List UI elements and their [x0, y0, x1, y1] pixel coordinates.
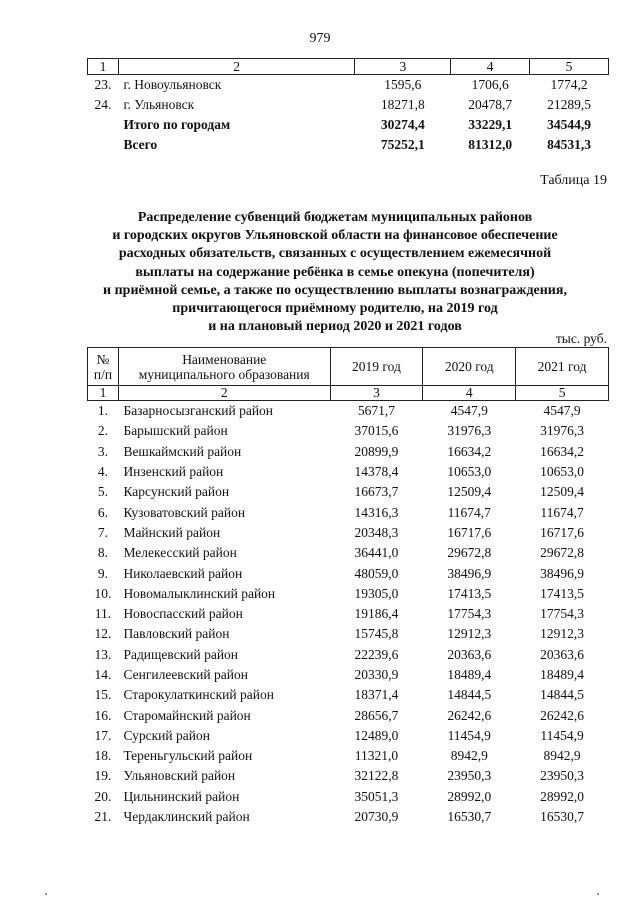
value-2020: 38496,9 [447, 565, 492, 581]
header-num-cell [88, 348, 119, 386]
table-row [88, 705, 609, 725]
table-label: Таблица 19 [540, 173, 607, 188]
row-name: Базарносызганский район [123, 403, 274, 419]
row-name: Павловский район [123, 626, 230, 642]
value-2019: 30274,4 [380, 117, 425, 132]
row-number: 5. [97, 484, 109, 500]
value-2019: 20330,9 [354, 667, 399, 682]
header-name-cell [118, 348, 330, 386]
row-name: Ульяновский район [123, 768, 236, 784]
table-row [88, 95, 609, 115]
value-2019: 48059,0 [354, 565, 399, 581]
value-2021: 4547,9 [543, 403, 581, 419]
value-2019: 20899,9 [354, 443, 399, 459]
header-num-line1: № [96, 351, 110, 367]
row-name: Новоспасский район [123, 606, 243, 622]
table-row [88, 726, 609, 746]
row-number: 8. [97, 545, 109, 561]
value-2021: 17413,5 [540, 585, 585, 601]
row-name: Карсунский район [123, 484, 230, 500]
value-2021: 18489,4 [540, 667, 585, 682]
row-name: Тереньгульский район [123, 748, 253, 764]
table-row [88, 75, 609, 96]
row-name: Чердаклинский район [123, 809, 250, 825]
value-2021: 1774,2 [550, 77, 588, 92]
value-2020: 33229,1 [468, 117, 513, 132]
column-index-row [88, 386, 609, 401]
table-row [88, 584, 609, 604]
value-2019: 12489,0 [354, 727, 399, 743]
table-row [88, 645, 609, 665]
row-name: г. Новоульяновск [123, 77, 222, 92]
row-number [88, 135, 119, 155]
row-number: 15. [94, 687, 112, 703]
value-2021: 12509,4 [540, 484, 585, 500]
value-2021: 10653,0 [540, 464, 585, 480]
table-row [88, 604, 609, 624]
value-2020: 8942,9 [450, 748, 488, 764]
units-label: тыс. руб. [555, 331, 607, 346]
row-name: Сурский район [123, 727, 210, 743]
table-row [88, 502, 609, 522]
value-2020: 16717,6 [447, 524, 492, 540]
table-row [88, 421, 609, 441]
value-2021: 31976,3 [540, 423, 585, 439]
header-num-line2: п/п [93, 366, 113, 382]
value-2019: 18271,8 [380, 97, 425, 112]
header-cell: 2 [118, 59, 354, 75]
column-index-row [88, 59, 609, 75]
value-2021: 16717,6 [540, 524, 585, 540]
row-number: 17. [94, 727, 112, 743]
table-row [88, 685, 609, 705]
row-number: 4. [97, 464, 109, 480]
value-2021: 38496,9 [540, 565, 585, 581]
value-2020: 17413,5 [447, 585, 492, 601]
row-number: 11. [94, 606, 112, 622]
value-2020: 20478,7 [468, 97, 513, 112]
row-number: 2. [97, 423, 109, 439]
value-2021: 14844,5 [540, 687, 585, 703]
value-2020: 23950,3 [447, 768, 492, 784]
value-2021: 26242,6 [540, 707, 585, 723]
row-number: 7. [97, 524, 109, 540]
table-row [88, 624, 609, 644]
table-row [88, 787, 609, 807]
row-number: 13. [94, 646, 112, 662]
value-2021: 17754,3 [540, 606, 585, 622]
header-cell: 3 [355, 59, 451, 75]
row-name: Инзенский район [123, 464, 224, 480]
value-2019: 35051,3 [354, 788, 399, 804]
row-number [88, 115, 119, 135]
title-line: Распределение субвенций бюджетам муниципальных районов [137, 210, 533, 225]
row-number: 14. [94, 667, 112, 682]
value-2021: 28992,0 [540, 788, 585, 804]
row-number: 6. [97, 504, 109, 520]
table-row [88, 442, 609, 462]
value-2020: 11454,9 [447, 727, 491, 743]
row-name: Мелекесский район [123, 545, 237, 561]
value-2019: 36441,0 [354, 545, 399, 561]
value-2019: 1595,6 [384, 77, 422, 92]
row-number: 1. [97, 403, 109, 419]
value-2021: 84531,3 [547, 137, 591, 152]
table-row [88, 746, 609, 766]
value-2020: 14844,5 [447, 687, 492, 703]
scan-mark [45, 893, 47, 895]
row-number: 19. [94, 768, 112, 784]
title-line: и на плановый период 2020 и 2021 годов [208, 319, 462, 335]
table-row [88, 543, 609, 563]
row-name: Старокулаткинский район [123, 687, 274, 703]
index-cell: 4 [423, 386, 516, 401]
header-cell: 1 [88, 59, 119, 75]
row-number: 18. [94, 748, 112, 764]
header-name-line2: муниципального образования [138, 366, 310, 382]
row-number: 16. [94, 707, 112, 723]
row-name: Старомайнский район [123, 707, 251, 723]
row-name: Кузоватовский район [123, 504, 246, 520]
value-2020: 28992,0 [447, 788, 492, 804]
row-number: 20. [94, 788, 112, 804]
index-cell: 2 [118, 386, 330, 401]
value-2021: 12912,3 [540, 626, 585, 642]
row-name: Сенгилеевский район [123, 667, 248, 682]
row-name: Вешкаймский район [123, 443, 242, 459]
row-name: Радищевский район [123, 646, 239, 662]
value-2019: 19186,4 [354, 606, 399, 622]
header-name-line1: Наименование [182, 351, 267, 367]
value-2020: 17754,3 [447, 606, 492, 622]
row-name: Новомалыклинский район [123, 585, 276, 601]
value-2021: 16530,7 [540, 809, 585, 825]
value-2020: 29672,8 [447, 545, 492, 561]
header-2020: 2020 год [423, 348, 516, 386]
header-cell: 5 [530, 59, 609, 75]
value-2019: 32122,8 [354, 768, 399, 784]
value-2020: 81312,0 [468, 137, 513, 152]
value-2020: 31976,3 [447, 423, 492, 439]
value-2021: 20363,6 [540, 646, 585, 662]
value-2019: 19305,0 [354, 585, 399, 601]
row-number: 24. [94, 97, 112, 112]
value-2021: 16634,2 [540, 443, 585, 459]
value-2020: 26242,6 [447, 707, 492, 723]
subvention-table [87, 347, 609, 827]
table-row [88, 563, 609, 583]
title-line: причитающегося приёмному родителю, на 2019 год [172, 301, 498, 317]
table-title [60, 209, 610, 336]
value-2019: 75252,1 [380, 137, 425, 152]
value-2019: 5671,7 [357, 403, 396, 419]
value-2020: 12912,3 [447, 626, 492, 642]
table-row [88, 135, 609, 155]
value-2020: 16530,7 [447, 809, 492, 825]
value-2021: 11454,9 [540, 727, 584, 743]
table-row [88, 523, 609, 543]
value-2020: 4547,9 [450, 403, 488, 419]
scan-mark [597, 893, 599, 895]
value-2019: 14316,3 [354, 504, 399, 520]
value-2020: 16634,2 [447, 443, 492, 459]
row-number: 3. [97, 443, 109, 459]
header-cell: 4 [451, 59, 530, 75]
value-2019: 20348,3 [354, 524, 399, 540]
continued-table [87, 58, 609, 155]
row-name: Майнский район [123, 524, 221, 540]
row-name: Итого по городам [123, 117, 231, 132]
value-2019: 16673,7 [354, 484, 399, 500]
title-line: и городских округов Ульяновской области на финансовое обеспечение [112, 228, 558, 244]
index-cell: 1 [88, 386, 119, 401]
row-name: Цильнинский район [123, 788, 240, 804]
value-2021: 21289,5 [547, 97, 591, 112]
table-row [88, 401, 609, 422]
table-row [88, 115, 609, 135]
table-row [88, 462, 609, 482]
row-name: Николаевский район [123, 565, 243, 581]
header-2021: 2021 год [516, 348, 609, 386]
value-2021: 34544,9 [547, 117, 591, 132]
value-2020: 1706,6 [471, 77, 509, 92]
value-2021: 23950,3 [540, 768, 585, 784]
value-2021: 29672,8 [540, 545, 585, 561]
header-2019: 2019 год [330, 348, 423, 386]
title-line: выплаты на содержание ребёнка в семье опекуна (попечителя) [135, 264, 535, 280]
row-number: 10. [94, 585, 112, 601]
row-number: 12. [94, 626, 112, 642]
row-number: 23. [94, 77, 112, 92]
value-2019: 15745,8 [354, 626, 399, 642]
row-number: 9. [97, 565, 109, 581]
value-2019: 14378,4 [354, 464, 399, 480]
value-2019: 22239,6 [354, 646, 399, 662]
value-2020: 18489,4 [447, 667, 492, 682]
title-line: и приёмной семье, а также по осуществлению выплаты вознаграждения, [103, 282, 567, 298]
value-2019: 18371,4 [354, 687, 399, 703]
title-line: расходных обязательств, связанных с осуществлением ежемесячной [118, 246, 552, 262]
table-row [88, 807, 609, 827]
table-header-row [88, 348, 609, 386]
value-2021: 11674,7 [540, 504, 584, 520]
index-cell: 3 [330, 386, 423, 401]
value-2021: 8942,9 [543, 748, 581, 764]
index-cell: 5 [516, 386, 609, 401]
table-row [88, 482, 609, 502]
value-2019: 37015,6 [354, 423, 399, 439]
row-number: 21. [94, 809, 112, 825]
value-2020: 20363,6 [447, 646, 492, 662]
value-2020: 12509,4 [447, 484, 492, 500]
row-name: Всего [123, 137, 158, 152]
value-2020: 11674,7 [447, 504, 491, 520]
value-2020: 10653,0 [447, 464, 492, 480]
row-name: Барышский район [123, 423, 228, 439]
value-2019: 11321,0 [354, 748, 399, 764]
value-2019: 20730,9 [354, 809, 399, 825]
value-2019: 28656,7 [354, 707, 399, 723]
table-row [88, 766, 609, 786]
page-number: 979 [309, 31, 331, 46]
table-row [88, 665, 609, 685]
row-name: г. Ульяновск [123, 97, 195, 112]
